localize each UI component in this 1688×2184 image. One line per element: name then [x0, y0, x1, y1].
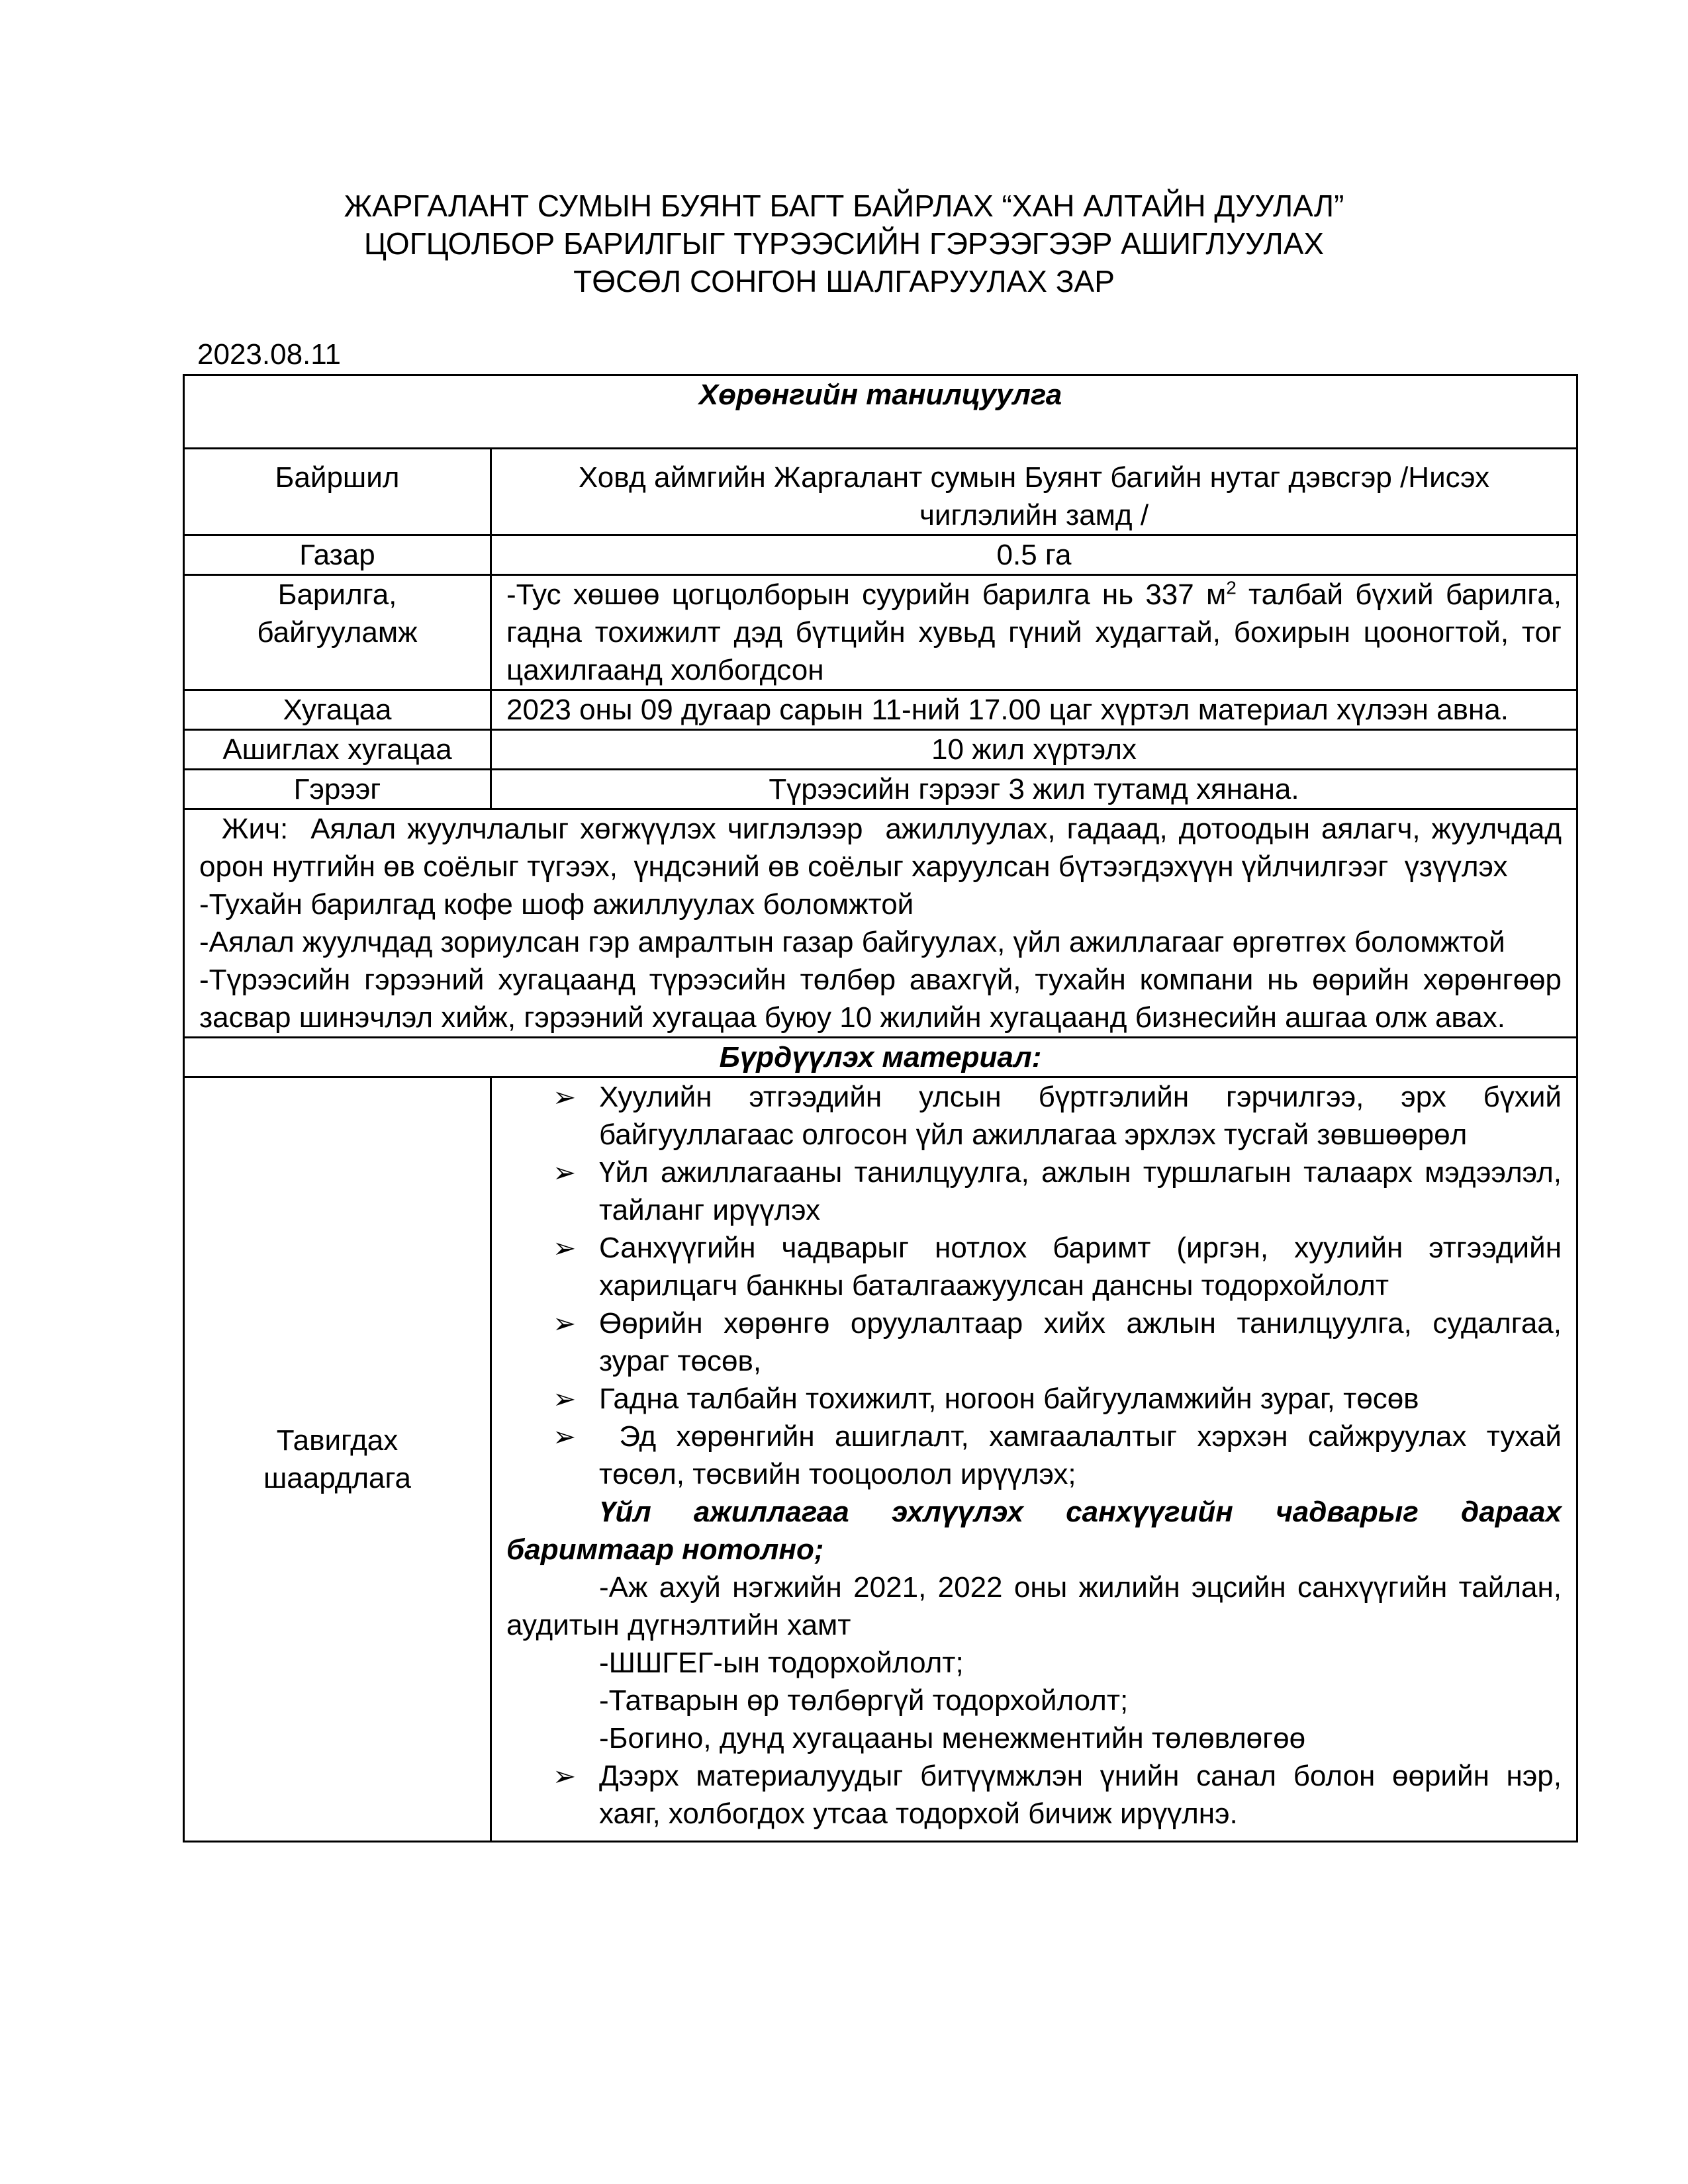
area-unit-superscript: 2 [1226, 577, 1237, 598]
list-item-text: Үйл ажиллагааны танилцуулга, ажлын туршлагын талаарх мэдээлэл, тайланг ирүүлэх [599, 1156, 1562, 1226]
arrow-bullet-icon: ➢ [553, 1760, 577, 1792]
contract-label: Гэрээг [184, 770, 491, 809]
note-paragraph-1: Жич: Аялал жуулчлалыг хөгжүүлэх чиглэлээр ажиллуулах, гадаад, дотоодын аялагч, жуулчдад орон нутгийн өв соёлыг түгээх, үндсэний өв соёлыг харуулсан бүтээгдэхүүн үйлчилгээг үзүүлэх [199, 813, 1570, 883]
arrow-bullet-icon: ➢ [553, 1232, 577, 1263]
note-paragraph-2: -Тухайн барилгад кофе шоф ажиллуулах боломжтой [199, 888, 914, 921]
sub-item-1: -Аж ахуй нэгжийн 2021, 2022 оны жилийн эцсийн санхүүгийн тайлан, аудитын дүгнэлтийн хамт [506, 1571, 1562, 1641]
land-value: 0.5 га [491, 535, 1577, 575]
list-item-text: Дээрх материалуудыг битүүмжлэн үнийн санал болон өөрийн нэр, хаяг, холбогдох утсаа тодорхой бичиж ирүүлнэ. [599, 1760, 1562, 1830]
deadline-label: Хугацаа [184, 690, 491, 730]
title-line-1: ЖАРГАЛАНТ СУМЫН БУЯНТ БАГТ БАЙРЛАХ “ХАН АЛТАЙН ДУУЛАЛ” [344, 189, 1344, 223]
building-value [491, 575, 1577, 690]
land-row [184, 535, 1577, 575]
list-item [506, 1229, 1562, 1304]
note-paragraph-4: -Түрээсийн гэрээний хугацаанд түрээсийн төлбөр авахгүй, тухайн компани нь өөрийн хөрөнгөөр засвар шинэчлэл хийж, гэрээний хугацаа буюу 10 жилийн хугацаанд бизнесийн ашгаа олж авах. [199, 964, 1562, 1034]
contract-value: Түрээсийн гэрээг 3 жил тутамд хянана. [491, 770, 1577, 809]
deadline-row [184, 690, 1577, 730]
list-item-text: Гадна талбайн тохижилт, ногоон байгууламжийн зураг, төсөв [599, 1383, 1419, 1415]
title-line-2: ЦОГЦОЛБОР БАРИЛГЫГ ТҮРЭЭСИЙН ГЭРЭЭГЭЭР АШИГЛУУЛАХ [363, 226, 1325, 261]
usage-period-label: Ашиглах хугацаа [184, 730, 491, 770]
financial-proof-note: Үйл ажиллагаа эхлүүлэх санхүүгийн чадварыг дараах баримтаар нотолно; [506, 1496, 1562, 1566]
list-item-text: Эд хөрөнгийн ашиглалт, хамгаалалтыг хэрхэн сайжруулах тухай төсөл, төсвийн тооцоолол ирүүлэх; [599, 1420, 1570, 1490]
list-item [506, 1304, 1562, 1380]
list-item-text: Хуулийн этгээдийн улсын бүртгэлийн гэрчилгээ, эрх бүхий байгууллагаас олгосон үйл ажиллагаа эрхлэх тусгай зөвшөөрөл [599, 1081, 1562, 1151]
building-value-text: -Тус хөшөө цогцолборын суурийн барилга нь 337 м [506, 578, 1227, 611]
usage-period-value: 10 жил хүртэлх [491, 730, 1577, 770]
location-label: Байршил [184, 449, 491, 535]
list-item [506, 1757, 1562, 1833]
document-date: 2023.08.11 [197, 338, 341, 371]
materials-heading: Бүрдүүлэх материал: [184, 1038, 1577, 1077]
list-item-text: Өөрийн хөрөнгө оруулалтаар хийх ажлын танилцуулга, судалгаа, зураг төсөв, [599, 1307, 1562, 1377]
materials-heading-row [184, 1038, 1577, 1077]
list-item [506, 1154, 1562, 1229]
building-label-text: Барилга, байгууламж [257, 578, 418, 649]
sub-item-2: -ШШГЕГ-ын тодорхойлолт; [599, 1647, 964, 1679]
list-item-text: Санхүүгийн чадварыг нотлох баримт (иргэн, хуулийн этгээдийн харилцагч банкны баталгаажуулсан дансны тодорхойлолт [599, 1232, 1562, 1302]
sub-item-4: -Богино, дунд хугацааны менежментийн төлөвлөгөө [599, 1722, 1306, 1754]
usage-period-row [184, 730, 1577, 770]
announcement-table [183, 374, 1578, 1843]
final-list [506, 1757, 1562, 1841]
deadline-value: 2023 оны 09 дугаар сарын 11-ний 17.00 цаг хүртэл материал хүлээн авна. [491, 690, 1577, 730]
list-item [506, 1418, 1570, 1493]
location-value: Ховд аймгийн Жаргалант сумын Буянт багийн нутаг дэвсгэр /Нисэх чиглэлийн замд / [491, 449, 1577, 535]
intro-heading: Хөрөнгийн танилцуулга [184, 375, 1577, 449]
requirements-label-text: Тавигдах шаардлага [263, 1424, 412, 1494]
requirements-cell [491, 1077, 1577, 1842]
arrow-bullet-icon: ➢ [553, 1081, 577, 1113]
sub-item-3: -Татварын өр төлбөргүй тодорхойлолт; [599, 1684, 1129, 1717]
list-item [506, 1078, 1562, 1154]
intro-heading-row [184, 375, 1577, 449]
land-label: Газар [184, 535, 491, 575]
contract-row [184, 770, 1577, 809]
note-paragraph-3: -Аялал жуулчдад зориулсан гэр амралтын газар байгуулах, үйл ажиллагааг өргөтгөх боломжтой [199, 926, 1505, 958]
list-item [506, 1380, 1562, 1418]
arrow-bullet-icon: ➢ [553, 1421, 577, 1452]
document-title [185, 187, 1503, 300]
title-line-3: ТӨСӨЛ СОНГОН ШАЛГАРУУЛАХ ЗАР [573, 264, 1115, 298]
location-row [184, 449, 1577, 535]
requirements-label [184, 1077, 491, 1842]
building-row [184, 575, 1577, 690]
arrow-bullet-icon: ➢ [553, 1157, 577, 1188]
building-label [184, 575, 491, 690]
note-cell [184, 809, 1577, 1038]
arrow-bullet-icon: ➢ [553, 1383, 577, 1414]
building-value-text-cont: талбай бүхий барилга, гадна тохижилт дэд бүтцийн хувьд гүний худагтай, бохирын цооногтой, тог цахилгаанд холбогдсон [506, 578, 1562, 686]
requirements-list [506, 1078, 1570, 1493]
arrow-bullet-icon: ➢ [553, 1308, 577, 1339]
note-row [184, 809, 1577, 1038]
requirements-row [184, 1077, 1577, 1842]
